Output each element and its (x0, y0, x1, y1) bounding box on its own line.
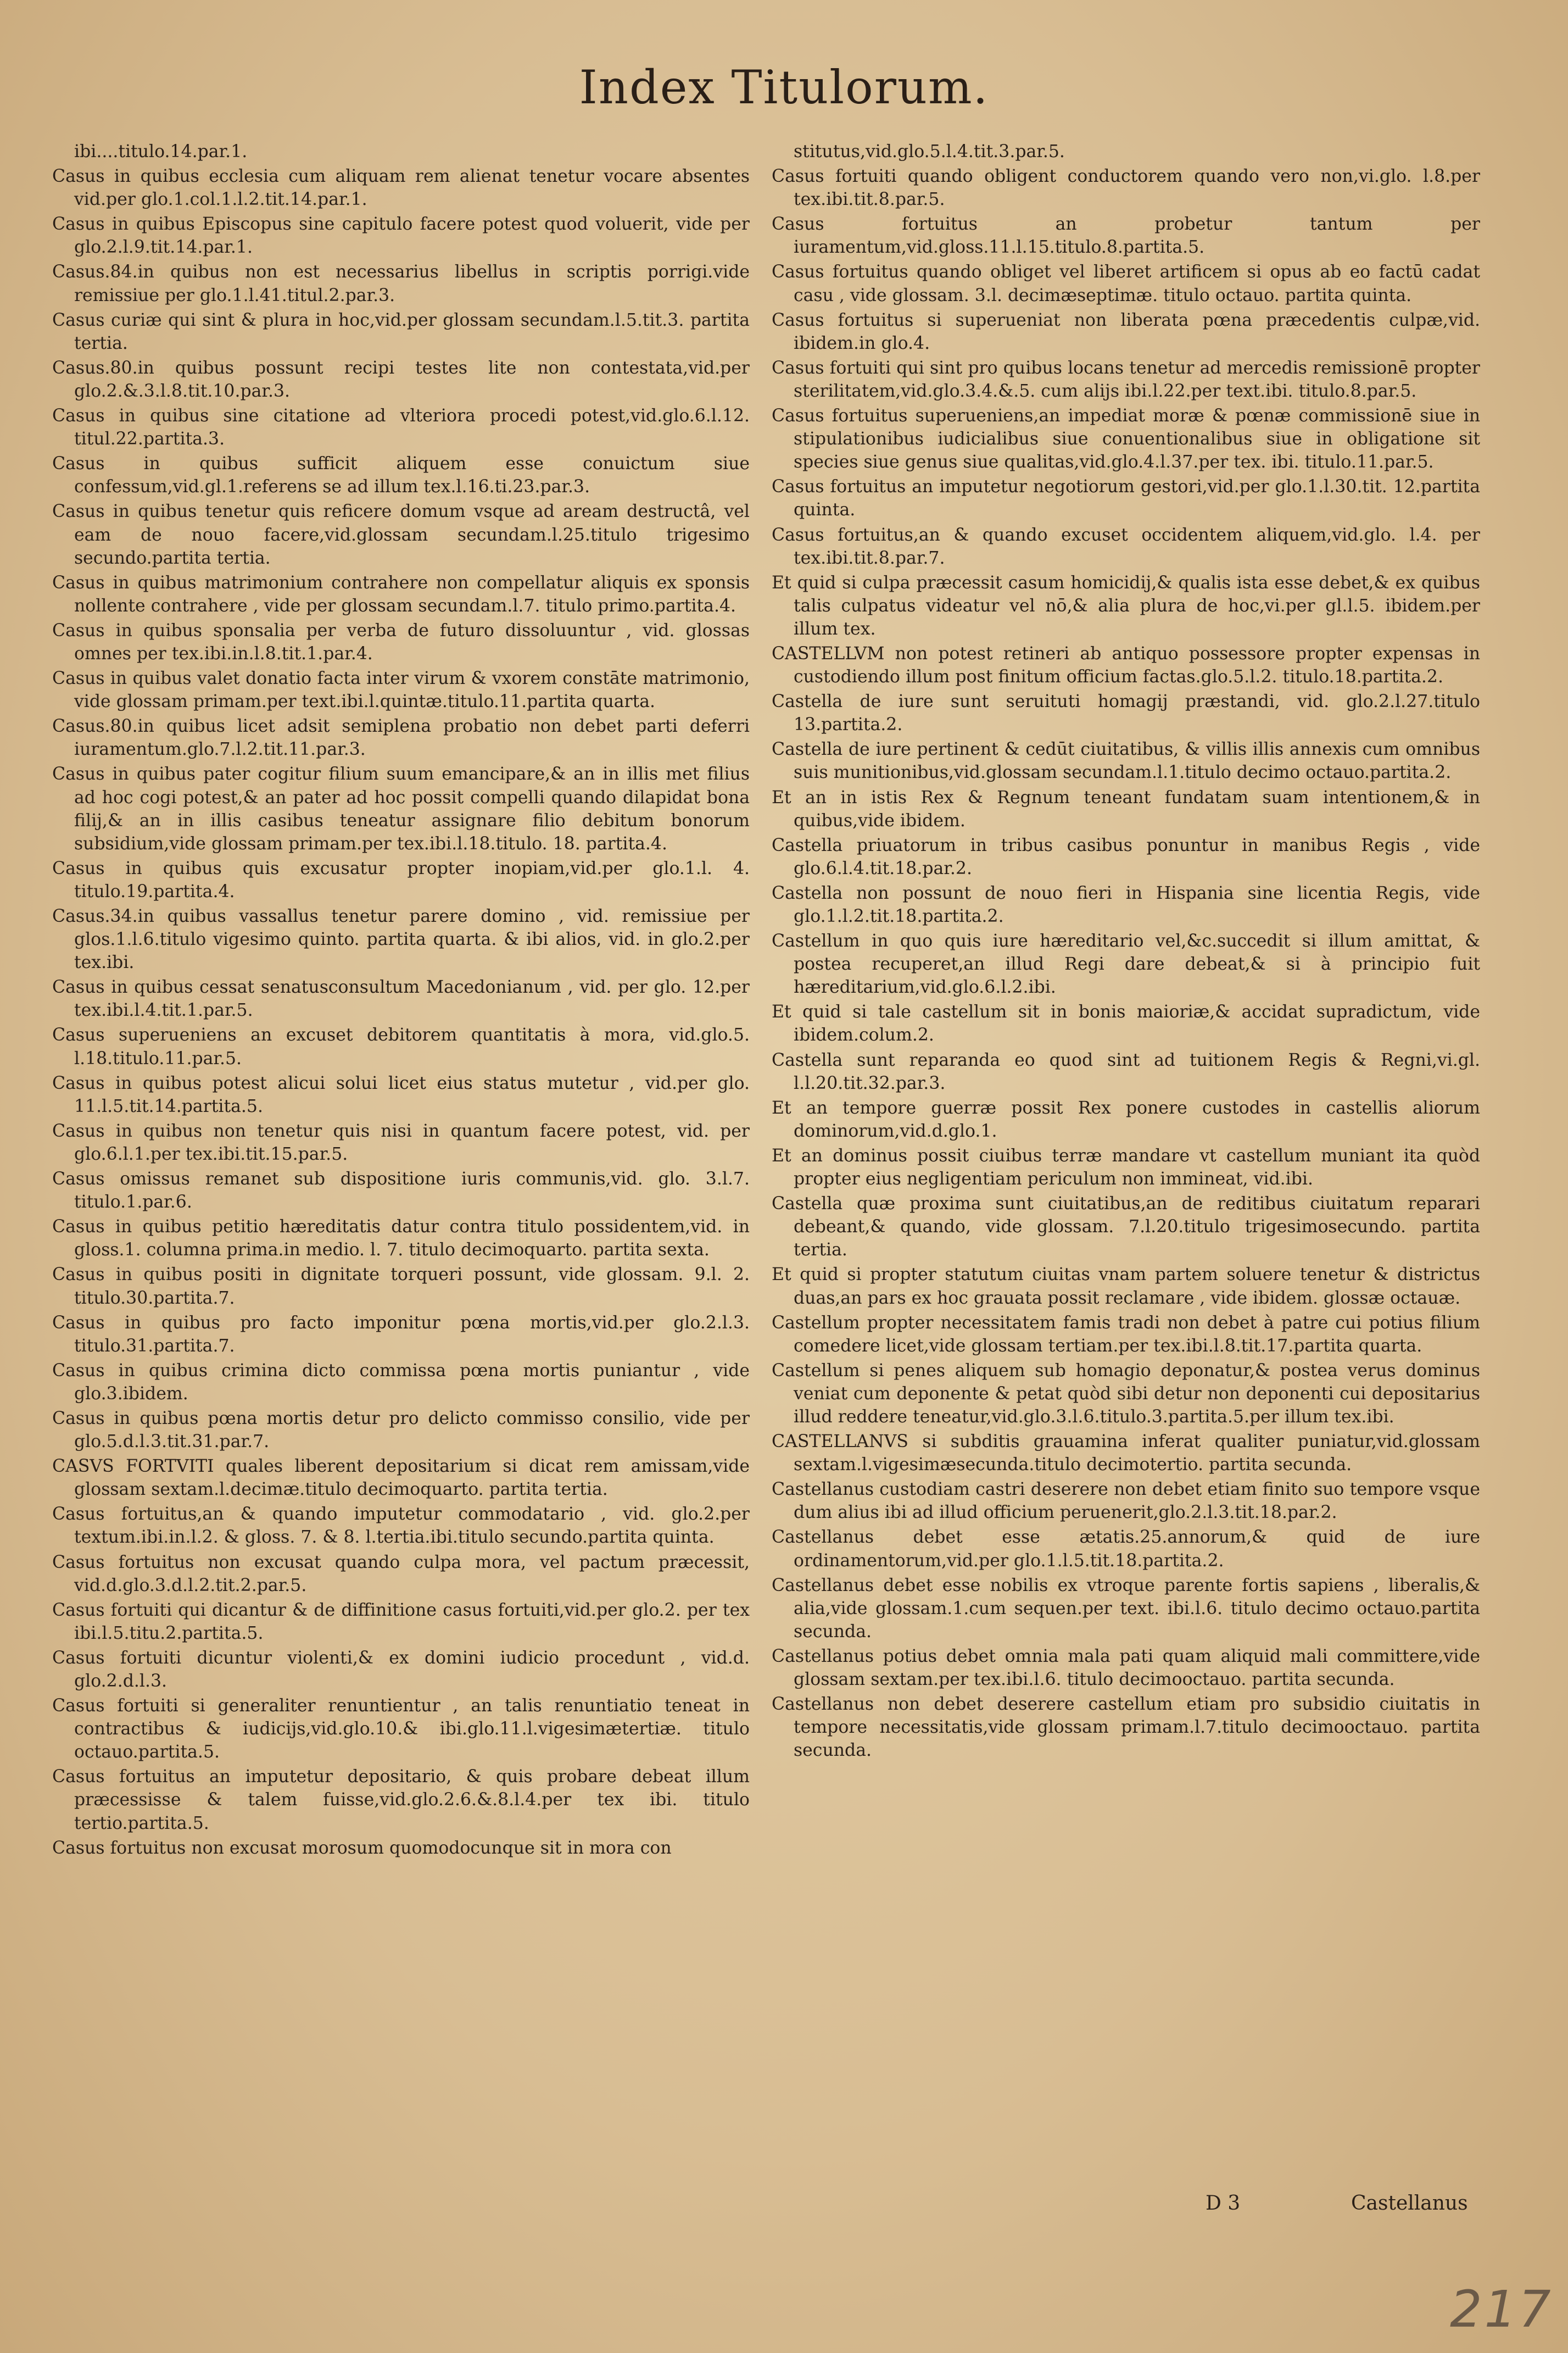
index-entry: Casus fortuitus si superueniat non liberata pœna præcedentis culpæ,vid. ibidem.in glo.4. (772, 310, 1480, 353)
index-entry: Casus.80.in quibus possunt recipi testes lite non contestata,vid.per glo.2.&.3.l.8.tit.10.par.3. (52, 358, 750, 401)
index-entry: Casus fortuitus,an & quando excuset occidentem aliquem,vid.glo. l.4. per tex.ibi.tit.8.par.7. (772, 525, 1480, 568)
index-entry: Casus in quibus petitio hæreditatis datur contra titulo possidentem,vid. in gloss.1. columna prima.in medio. l. 7. titulo decimoquarto. partita sexta. (52, 1217, 750, 1260)
index-entry: Castellanus custodiam castri deserere non debet etiam finito suo tempore vsque dum alius ibi ad illud officium peruenerit,glo.2.l.3.tit.18.par.2. (772, 1479, 1480, 1523)
index-entry: Et quid si propter statutum ciuitas vnam partem soluere tenetur & districtus duas,an pars ex hoc grauata possit reclamare , vide ibidem. glossæ octauæ. (772, 1265, 1480, 1308)
index-entry: Casus.34.in quibus vassallus tenetur parere domino , vid. remissiue per glos.1.l.6.titulo vigesimo quinto. partita quarta. & ibi alios, vid. in glo.2.per tex.ibi. (52, 906, 750, 973)
index-entry: Castellanus potius debet omnia mala pati quam aliquid mali committere,vide glossam sextam.per tex.ibi.l.6. titulo decimooctauo. partita secunda. (772, 1646, 1480, 1689)
index-entry: Casus fortuiti quando obligent conductorem quando vero non,vi.glo. l.8.per tex.ibi.tit.8.par.5. (772, 166, 1480, 210)
index-entry: Castella de iure sunt seruituti homagij præstandi, vid. glo.2.l.27.titulo 13.partita.2. (772, 692, 1480, 735)
index-entry: Casus.84.in quibus non est necessarius libellus in scriptis porrigi.vide remissiue per glo.1.l.41.titul.2.par.3. (52, 262, 750, 305)
index-entry: Et quid si culpa præcessit casum homicidij,& qualis ista esse debet,& ex quibus talis culpatus videatur vel nō,& alia plura de hoc,vi.per gl.l.5. ibidem.per illum tex. (772, 572, 1480, 639)
index-entry: Castellum in quo quis iure hæreditario vel,&c.succedit si illum amittat, & postea recuperet,an illud Regi dare debeat,& si à principio fuit hæreditarium,vid.glo.6.l.2.ibi. (772, 931, 1480, 998)
index-entry: CASTELLVM non potest retineri ab antiquo possessore propter expensas in custodiendo illum post finitum officium factas.glo.5.l.2. titulo.18.partita.2. (772, 643, 1480, 687)
index-entry: Casus in quibus sine citatione ad vlteriora procedi potest,vid.glo.6.l.12. titul.22.partita.3. (52, 406, 750, 449)
index-entry: Casus fortuitus an probetur tantum per iuramentum,vid.gloss.11.l.15.titulo.8.partita.5. (772, 214, 1480, 258)
index-entry: Castella priuatorum in tribus casibus ponuntur in manibus Regis , vide glo.6.l.4.tit.18.par.2. (772, 835, 1480, 878)
index-entry: ibi....titulo.14.par.1. (74, 142, 248, 162)
index-entry: Casus fortuitus quando obliget vel liberet artificem si opus ab eo factū cadat casu , vide glossam. 3.l. decimæseptimæ. titulo octauo. partita quinta. (772, 262, 1480, 305)
index-entry: Casus in quibus pater cogitur filium suum emancipare,& an in illis met filius ad hoc cogi potest,& an pater ad hoc possit compelli quando dilapidat bona filij,& an in illis casibus teneatur assignare filio debitum bonorum subsidium,vide glossam primam.per tex.ibi.l.18.titulo. 18. partita.4. (52, 764, 750, 854)
index-entry: Casus in quibus matrimonium contrahere non compellatur aliquis ex sponsis nollente contrahere , vide per glossam secundam.l.7. titulo primo.partita.4. (52, 572, 750, 616)
index-entry: Casus omissus remanet sub dispositione iuris communis,vid. glo. 3.l.7. titulo.1.par.6. (52, 1169, 750, 1212)
index-entry: Et quid si tale castellum sit in bonis maioriæ,& accidat supradictum, vide ibidem.colum.2. (772, 1002, 1480, 1045)
index-entry: Casus in quibus valet donatio facta inter virum & vxorem constāte matrimonio, vide glossam primam.per text.ibi.l.quintæ.titulo.11.partita quarta. (52, 669, 750, 712)
index-entry: CASTELLANVS si subditis grauamina inferat qualiter puniatur,vid.glossam sextam.l.vigesimæsecunda.titulo decimotertio. partita secunda. (772, 1432, 1480, 1475)
index-entry: Casus in quibus pœna mortis detur pro delicto commisso consilio, vide per glo.5.d.l.3.tit.31.par.7. (52, 1408, 750, 1452)
index-entry: Et an in istis Rex & Regnum teneant fundatam suam intentionem,& in quibus,vide ibidem. (772, 787, 1480, 831)
page-title: Index Titulorum. (579, 60, 989, 114)
index-entry: Casus in quibus sufficit aliquem esse conuictum siue confessum,vid.gl.1.referens se ad illum tex.l.16.ti.23.par.3. (52, 454, 750, 497)
index-entry: Casus in quibus sponsalia per verba de futuro dissoluuntur , vid. glossas omnes per tex.ibi.in.l.8.tit.1.par.4. (52, 620, 750, 664)
index-entry: Casus in quibus crimina dicto commissa pœna mortis puniantur , vide glo.3.ibidem. (52, 1360, 750, 1404)
index-entry: Casus in quibus Episcopus sine capitulo facere potest quod voluerit, vide per glo.2.l.9.tit.14.par.1. (52, 214, 750, 258)
index-entry: Castella quæ proxima sunt ciuitatibus,an de reditibus ciuitatum reparari debeant,& quando, vide glossam. 7.l.20.titulo trigesimosecundo. partita tertia. (772, 1194, 1480, 1260)
index-entry: Et an tempore guerræ possit Rex ponere custodes in castellis aliorum dominorum,vid.d.glo.1. (772, 1098, 1480, 1141)
index-entry: Et an dominus possit ciuibus terræ mandare vt castellum muniant ita quòd propter eius negligentiam periculum non immineat, vid.ibi. (772, 1145, 1480, 1189)
index-entry: Castella de iure pertinent & cedūt ciuitatibus, & villis illis annexis cum omnibus suis munitionibus,vid.glossam secundam.l.1.titulo decimo octauo.partita.2. (772, 739, 1480, 783)
index-entry: Casus fortuiti dicuntur violenti,& ex domini iudicio procedunt , vid.d. glo.2.d.l.3. (52, 1648, 750, 1691)
index-entry: Castellanus non debet deserere castellum etiam pro subsidio ciuitatis in tempore necessitatis,vide glossam primam.l.7.titulo decimooctauo. partita secunda. (772, 1694, 1480, 1761)
index-entry: Castellum si penes aliquem sub homagio deponatur,& postea verus dominus veniat cum deponente & petat quòd sibi detur non deponenti cui depositarius illud reddere teneatur,vid.glo.3.l.6.titulo.3.partita.5.per illum tex.ibi. (772, 1360, 1480, 1427)
index-entry: Castella non possunt de nouo fieri in Hispania sine licentia Regis, vide glo.1.l.2.tit.18.partita.2. (772, 883, 1480, 926)
index-entry: Castellanus debet esse nobilis ex vtroque parente fortis sapiens , liberalis,& alia,vide glossam.1.cum sequen.per text. ibi.l.6. titulo decimo octauo.partita secunda. (772, 1575, 1480, 1642)
index-entry: Casus fortuitus an imputetur depositario, & quis probare debeat illum præcessisse & talem fuisse,vid.glo.2.6.&.8.l.4.per tex ibi. titulo tertio.partita.5. (52, 1767, 750, 1833)
index-entry: Casus fortuitus,an & quando imputetur commodatario , vid. glo.2.per textum.ibi.in.l.2. & gloss. 7. & 8. l.tertia.ibi.titulo secundo.partita quinta. (52, 1504, 750, 1548)
index-entry: Casus in quibus tenetur quis reficere domum vsque ad aream destructâ, vel eam de nouo facere,vid.glossam secundam.l.25.titulo trigesimo secundo.partita tertia. (52, 502, 750, 568)
index-column-right (772, 140, 1480, 2167)
index-entry: Casus.80.in quibus licet adsit semiplena probatio non debet parti deferri iuramentum.glo.7.l.2.tit.11.par.3. (52, 716, 750, 760)
index-column-left (52, 140, 750, 2167)
index-entry: Casus in quibus quis excusatur propter inopiam,vid.per glo.1.l. 4. titulo.19.partita.4. (52, 858, 750, 902)
index-entry: Casus in quibus pro facto imponitur pœna mortis,vid.per glo.2.l.3. titulo.31.partita.7. (52, 1312, 750, 1356)
index-entry: Castellum propter necessitatem famis tradi non debet à patre cui potius filium comedere licet,vide glossam tertiam.per tex.ibi.l.8.tit.17.partita quarta. (772, 1312, 1480, 1356)
index-entry: Casus fortuiti si generaliter renuntientur , an talis renuntiatio teneat in contractibus & iudicijs,vid.glo.10.& ibi.glo.11.l.vigesimætertiæ. titulo octauo.partita.5. (52, 1696, 750, 1762)
index-entry: Casus fortuiti qui sint pro quibus locans tenetur ad mercedis remissionē propter sterilitatem,vid.glo.3.4.&.5. cum alijs ibi.l.22.per text.ibi. titulo.8.par.5. (772, 358, 1480, 401)
index-entry: Casus fortuitus superueniens,an impediat moræ & pœnæ commissionē siue in stipulationibus iudicialibus siue conuentionalibus siue in obligatione sit species siue genus siue qualitas,vid.glo.4.l.37.per tex. ibi. titulo.11.par.5. (772, 406, 1480, 472)
index-entry: Casus in quibus cessat senatusconsultum Macedonianum , vid. per glo. 12.per tex.ibi.l.4.tit.1.par.5. (52, 977, 750, 1021)
index-entry: Casus in quibus non tenetur quis nisi in quantum facere potest, vid. per glo.6.l.1.per tex.ibi.tit.15.par.5. (52, 1121, 750, 1164)
index-entry: Casus fortuitus non excusat quando culpa mora, vel pactum præcessit, vid.d.glo.3.d.l.2.tit.2.par.5. (52, 1552, 750, 1595)
index-entry: Castellanus debet esse ætatis.25.annorum,& quid de iure ordinamentorum,vid.per glo.1.l.5.tit.18.partita.2. (772, 1527, 1480, 1571)
handwritten-folio-number: 217 (1450, 2280, 1553, 2339)
index-entry: Casus fortuiti qui dicantur & de diffinitione casus fortuiti,vid.per glo.2. per tex ibi.l.5.titu.2.partita.5. (52, 1600, 750, 1643)
signature-mark: D 3 (1206, 2192, 1241, 2215)
index-entry: Casus superueniens an excuset debitorem quantitatis à mora, vid.glo.5. l.18.titulo.11.par.5. (52, 1025, 750, 1069)
index-entry: Casus fortuitus non excusat morosum quomodocunque sit in mora con (52, 1838, 672, 1858)
index-entry: Casus in quibus ecclesia cum aliquam rem alienat tenetur vocare absentes vid.per glo.1.col.1.l.2.tit.14.par.1. (52, 166, 750, 210)
index-entry: Castella sunt reparanda eo quod sint ad tuitionem Regis & Regni,vi.gl. l.l.20.tit.32.par.3. (772, 1050, 1480, 1093)
index-entry: Casus in quibus positi in dignitate torqueri possunt, vide glossam. 9.l. 2. titulo.30.partita.7. (52, 1265, 750, 1308)
index-entry: Casus in quibus potest alicui solui licet eius status mutetur , vid.per glo. 11.l.5.tit.14.partita.5. (52, 1073, 750, 1116)
index-entry: Casus fortuitus an imputetur negotiorum gestori,vid.per glo.1.l.30.tit. 12.partita quinta. (772, 477, 1480, 520)
catchword: Castellanus (1351, 2192, 1468, 2215)
index-entry: CASVS FORTVITI quales liberent depositarium si dicat rem amissam,vide glossam sextam.l.decimæ.titulo decimoquarto. partita tertia. (52, 1456, 750, 1500)
index-entry: Casus curiæ qui sint & plura in hoc,vid.per glossam secundam.l.5.tit.3. partita tertia. (52, 310, 750, 353)
index-entry: stitutus,vid.glo.5.l.4.tit.3.par.5. (794, 142, 1065, 162)
